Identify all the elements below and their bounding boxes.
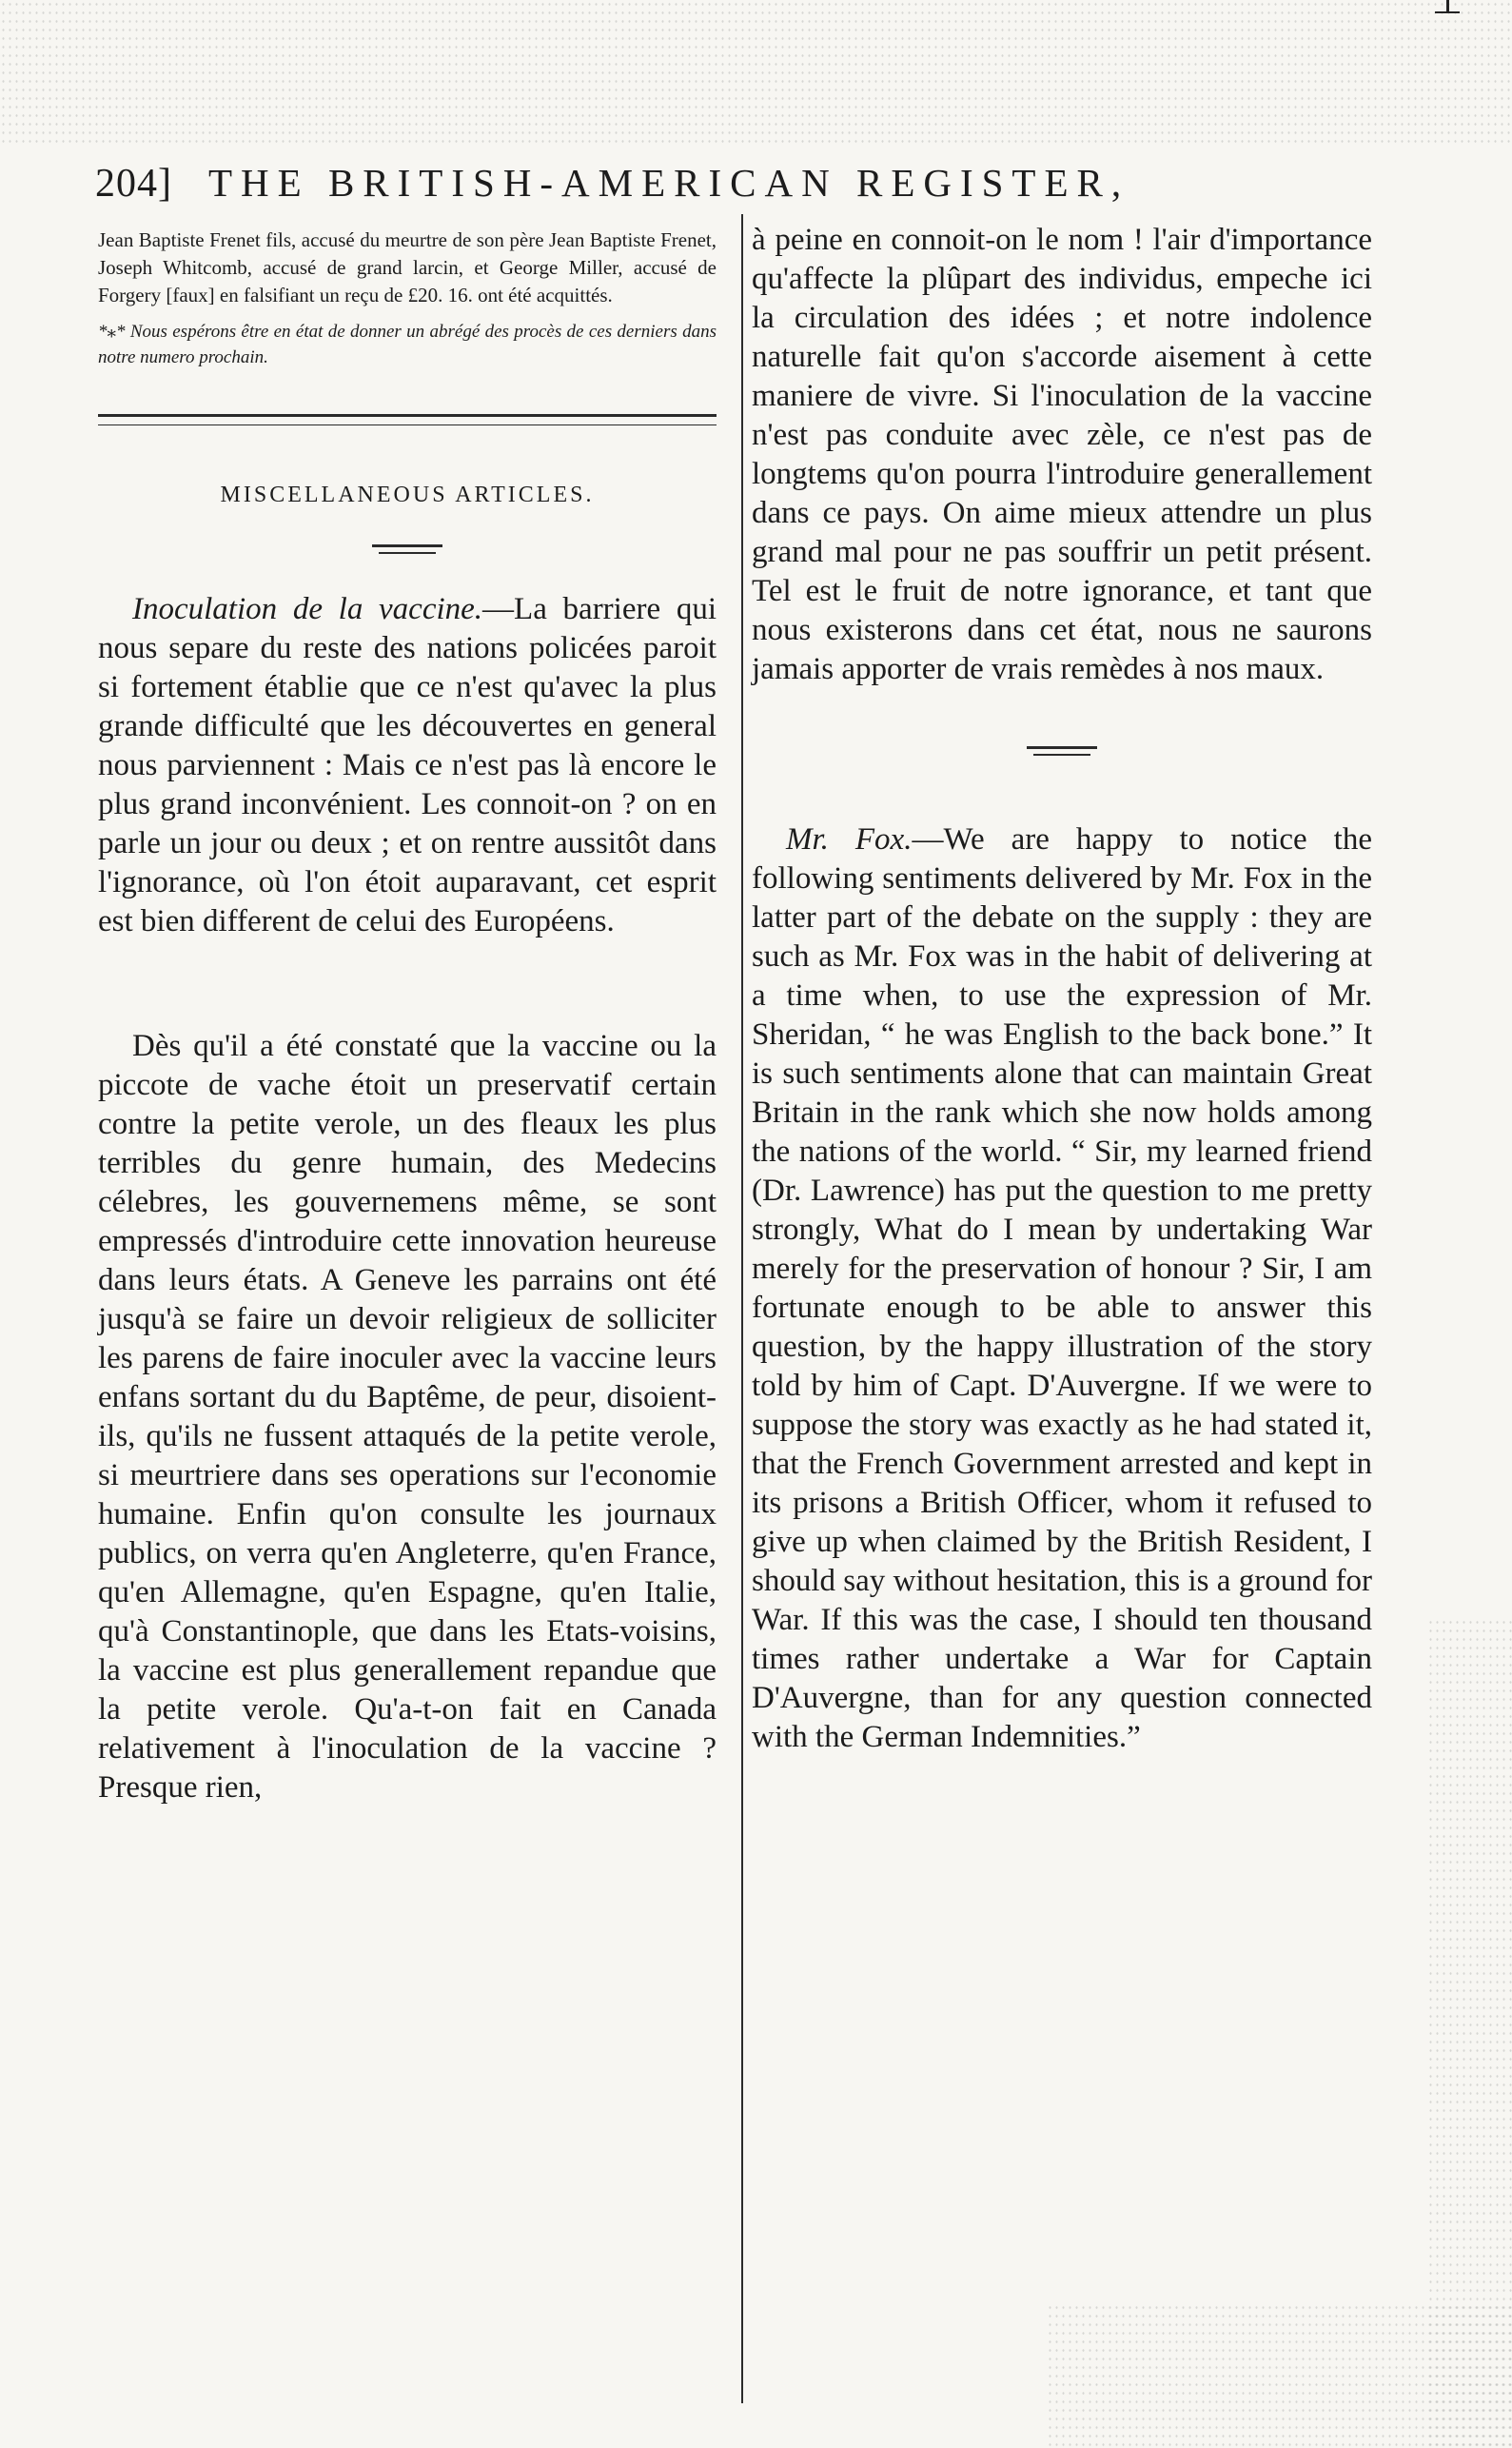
article-fox-paragraph bbox=[752, 820, 1372, 1757]
ornament-rule bbox=[372, 544, 442, 560]
right-column bbox=[752, 221, 1372, 1757]
page-number: 204] bbox=[95, 162, 172, 206]
article-vaccine-paragraph-2: Dès qu'il a été constaté que la vaccine ou la piccote de vache étoit un preservatif certain contre la petite verole, un des fleaux les plus terribles du genre humain, des Medecins célebres, les gouvernemens même, se sont empressés d'introduire cette innovation heureuse dans leurs états. A Geneve les parrains ont été jusqu'à se faire un devoir religieux de solliciter les parens de faire inoculer avec la vaccine leurs enfans sortant du du Baptême, de peur, disoient-ils, qu'ils ne fussent attaqués de la petite verole, si meurtriere dans ses operations sur l'economie humaine. Enfin qu'on consulte les journaux publics, on verra qu'en Angleterre, qu'en France, qu'en Allemagne, qu'en Espagne, qu'en Italie, qu'à Constantinople, que dans les Etats-voisins, la vaccine est plus generallement repandue que la petite verole. Qu'a-t-on fait en Canada relativement à l'inoculation de la vaccine ? Presque rien, bbox=[98, 1029, 717, 1805]
section-title: MISCELLANEOUS ARTICLES. bbox=[220, 483, 595, 507]
section-divider bbox=[98, 414, 717, 425]
column-divider bbox=[741, 214, 743, 2403]
article-vaccine-text: —La barriere qui nous separe du reste des nations policées paroit si fortement établie que ce n'est qu'avec la plus grande difficulté que les découvertes en general nous parviennent : Mais ce n'est pas là encore le plus grand inconvénient. Les connoit-on ? on en parle un jour ou deux ; et on rentre aussitôt dans l'ignorance, où l'on étoit auparavant, cet esprit est bien different de celui des Européens. bbox=[98, 592, 717, 938]
page-header bbox=[95, 160, 1256, 221]
article-fox-lead: Mr. Fox. bbox=[786, 822, 913, 857]
article-vaccine-continuation: à peine en connoit-on le nom ! l'air d'importance qu'affecte la plûpart des individus, empeche ici la circulation des idées ; et notre indolence naturelle fait qu'on s'accorde aisement à cette maniere de vivre. Si l'inoculation de la vaccine n'est pas conduite avec zèle, ce n'est pas de longtems qu'on pourra l'introduire generallement dans ce pays. On aime mieux attendre un plus grand mal pour ne pas souffrir un petit présent. Tel est le fruit de notre ignorance, et tant que nous existerons dans cet état, nous ne saurons jamais apporter de vrais remèdes à nos maux. bbox=[752, 223, 1372, 686]
article-vaccine-paragraph bbox=[98, 590, 717, 941]
left-column bbox=[98, 221, 717, 1807]
article-fox-text: —We are happy to notice the following sentiments delivered by Mr. Fox in the latter part of the debate on the supply : they are such as Mr. Fox was in the habit of delivering at a time when, to use the expression of Mr. Sheridan, “ he was English to the back bone.” It is such sentiments alone that can maintain Great Britain in the rank which she now holds among the nations of the world. “ Sir, my learned friend (Dr. Lawrence) has put the question to me pretty strongly, What do I mean by undertaking War merely for the preservation of honour ? Sir, I am fortunate enough to be able to answer this question, by the happy illustration of the story told by him of Capt. D'Auvergne. If we were to suppose the story was exactly as he had stated it, that the French Government arrested and kept in its prisons a British Officer, whom it refused to give up when claimed by the British Resident, I should say without hesitation, this is a ground for War. If this was the case, I should ten thousand times rather undertake a War for Captain D'Auvergne, than for any question connected with the German Indemnities.” bbox=[752, 822, 1372, 1754]
ornament-rule bbox=[1027, 746, 1097, 761]
court-notice-note: *⁎* Nous espérons être en état de donner un abrégé des procès de ces derniers dans notre numero prochain. bbox=[98, 322, 717, 367]
court-notice: Jean Baptiste Frenet fils, accusé du meurtre de son père Jean Baptiste Frenet, Joseph Whitcomb, accusé de grand larcin, et George Miller, accusé de Forgery [faux] en falsifiant un reçu de £20. 16. ont été acquittés. bbox=[98, 228, 717, 306]
margin-mark bbox=[1435, 11, 1460, 13]
scan-noise-bottom bbox=[1047, 2303, 1512, 2448]
running-head: THE BRITISH-AMERICAN REGISTER, bbox=[208, 161, 1130, 205]
article-vaccine-lead: Inoculation de la vaccine. bbox=[132, 592, 483, 626]
scan-noise-top bbox=[0, 0, 1512, 143]
